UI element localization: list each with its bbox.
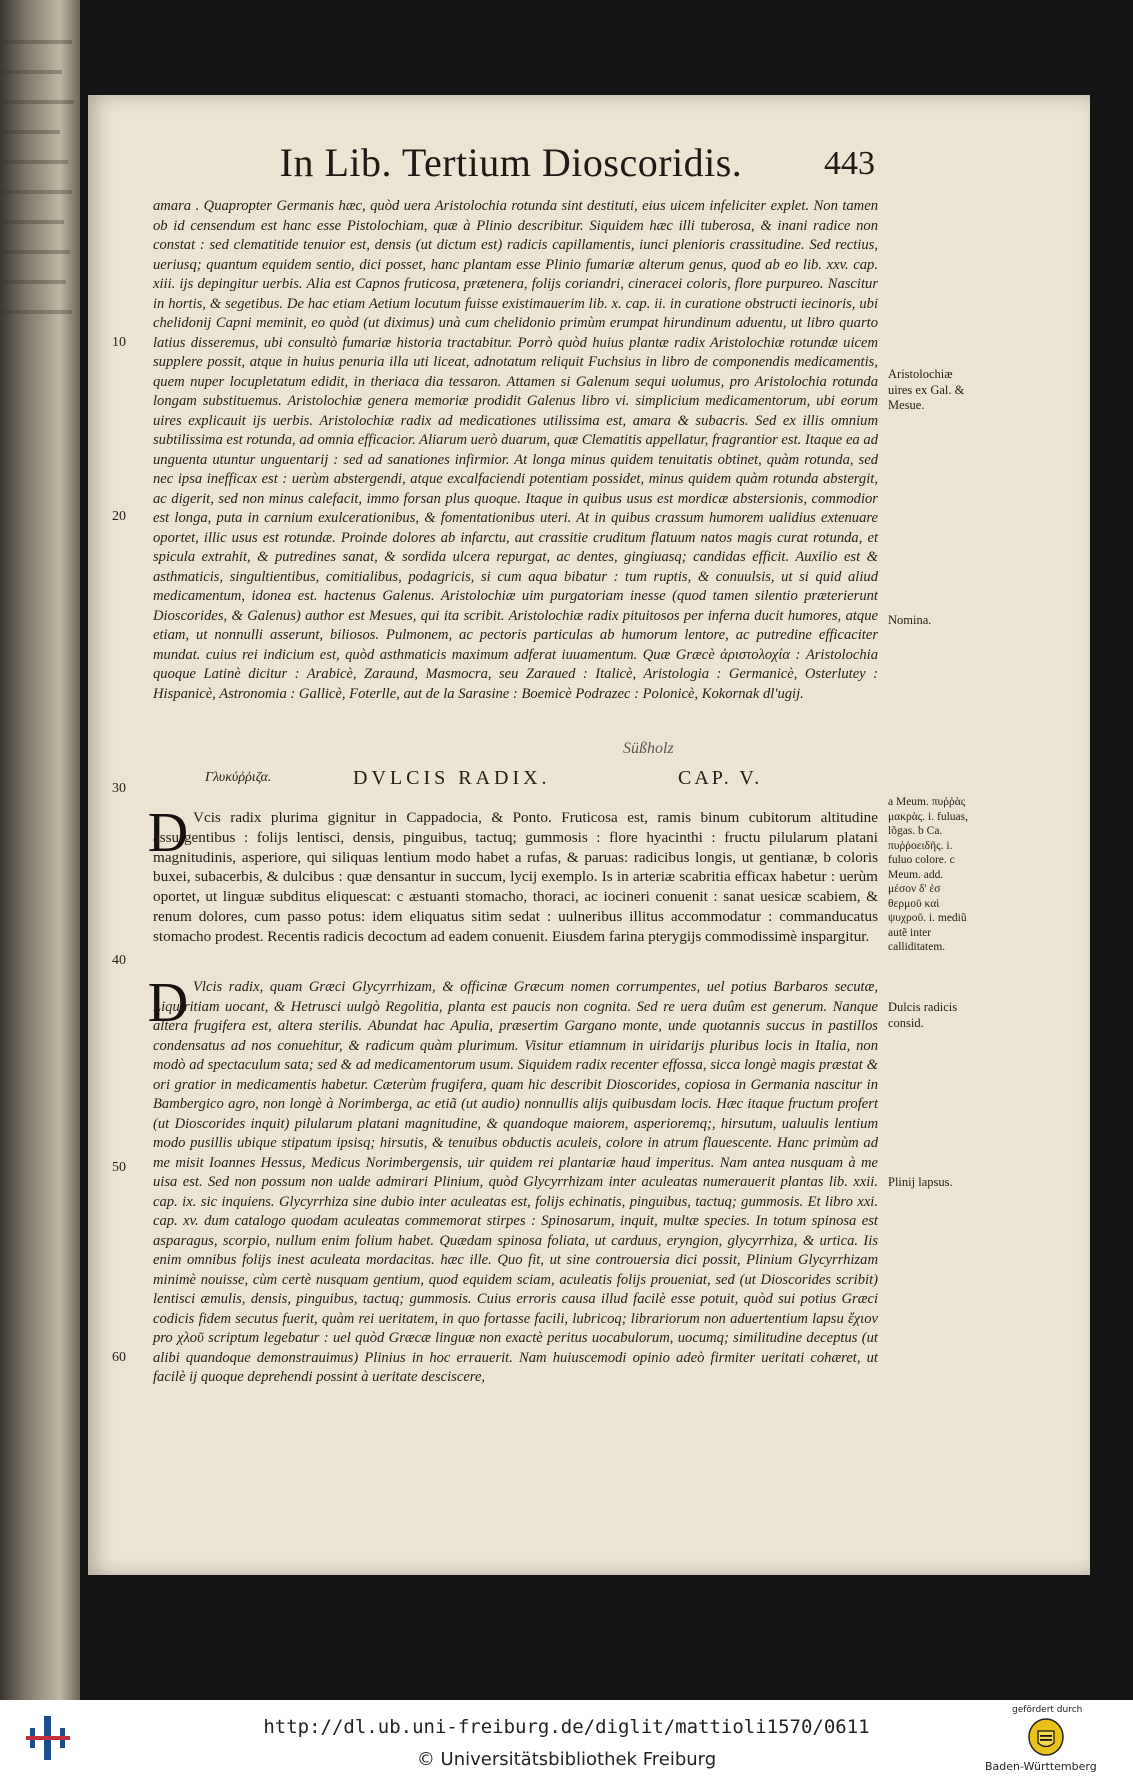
funder-name: Baden-Württemberg — [985, 1760, 1097, 1773]
line-number: 40 — [112, 953, 126, 968]
line-number: 10 — [112, 335, 126, 350]
section-title: DVLCIS RADIX. — [353, 767, 551, 789]
margin-note: Nomina. — [888, 613, 932, 627]
section-greek-name: Γλυκύῤῥιζα. — [205, 770, 272, 785]
handwritten-annotation: Süßholz — [623, 740, 674, 757]
funded-by-label: gefördert durch — [1012, 1705, 1083, 1715]
line-number: 20 — [112, 509, 126, 524]
dropcap-initial: D — [147, 972, 189, 1034]
paragraph-dioscorides-text: Vcis radix plurima gignitur in Cappadocia, & Ponto. Fruticosa est, ramis binum cubitorum altitudine assurgentibus : folijs lentisci, densis, pinguibus, tactuq; gummosis : flore hyacinthi : fructu pilularum platani magnitudinis, asperiore, qui siliquas lentium modo habet a rufas, & paruas: radicibus longis, ut gentianæ, b coloris buxei, subacerbis, & dulcibus : quæ densantur in succum, lycij exemplo. Is in arteriæ scabritia efficax habetur : uerùm oportet, ut linguæ subditus eliquescat: c æstuanti stomacho, thoraci, ac iocineri conuenit : sanat uesicæ scabiem, & renum dolores, cum passo potus: idem eliquatus sitim sedat : uulneribus illitus accommodatur : commanducatus stomacho prodest. Recentis radicis decoctum ad eadem conuenit. Eiusdem farina pterygijs commodissimè inspargitur. — [153, 809, 878, 945]
page-number: 443 — [824, 145, 875, 182]
page-header-title: In Lib. Tertium Dioscoridis. — [279, 140, 743, 185]
paragraph-aristolochia: amara . Quapropter Germanis hæc, quòd uera Aristolochia rotunda sint destituti, eius uicem infeliciter explet. Non tamen ob id censendum est hanc esse Pistolochiam, quæ à Plinio describitur. Siquidem hæc illi tuberosa, & inani radice non constat : sed clematitide tenuior est, densis (ut dictum est) radicis capillamentis, iunci plenioris crassitudine. Sed rectius, ueriusq; quantum equidem sentio, dici posset, hanc plantam esse Plinio fumariæ alterum genus, quod ab eo lib. xxv. cap. xiii. ijs depingitur uerbis. Alia est Capnos fruticosa, prætenera, folijs coriandri, cineracei coloris, flore purpureo. Nascitur in hortis, & segetibus. De hac etiam Aetium locutum fuisse existimauerim lib. x. cap. ii. in curatione obstructi iecinoris, ubi chelidonij Capni meminit, eo quòd (ut diximus) unà cum chelidonio primùm erumpat hirundinum aduentu, ut libro quarto latius disseremus, ubi consultò fumariæ historia tractabitur. Porrò quòd huius plantæ radix Aristolochiæ rotundæ uicem supplere possit, atque in huius penuria illa uti liceat, adnotatum reliquit Fuchsius in libro de componendis medicamentis, quem nuper locupletatum edidit, in theriaca dia tessaron. Attamen si Galenum sequi uolumus, pro Aristolochia rotunda longam substituemus. Aristolochiæ genera memoriæ prodidit Galenus libro vi. simplicium medicamentorum, ubi eorum uires explicauit ijs uerbis. Aristolochiæ radix ad medicationes utilissima est, amara & subacris. Sed ex illis omnium subtilissima est rotunda, ad omnia efficacior. Aliarum uerò duarum, quæ Clematitis appellatur, fragrantior est. Itaque ea ad unguenta utuntur unguentarij : sed ad sanationes infirmior. At longa minus quidem tenuitatis obtinet, quàm rotunda, sed nec ipsa inefficax est : uerùm abstergendi, atque excalfaciendi potentiam possidet, minus quidem quàm rotunda abstergit, ac digerit, sed non minus calefacit, immo forsan plus quoque. Itaque in quibus usus est mordicæ abstersionis, commodior est longa, puta in carnium exulcerationibus, & fomentationibus uteri. At in quibus crassum humorem ualidius extenuare oportet, illic usus est rotundæ. Proinde dolores ab infarctu, aut crassitie cruditum flatuum natos magis curat rotunda, et spicula extrahit, & putredines sanat, & sordida ulcera repurgat, ac dentes, gingiuasq; candidas efficit. Auxilio est & asthmaticis, singultientibus, comitialibus, podagricis, si cum aqua bibatur : tum ruptis, & conuulsis, ut si quid aliud medicamentum, idonea est. hactenus Galenus. Aristolochiæ uim purgatoriam inesse (quod tamen silentio præterierunt Dioscorides, & Galenus) author est Mesues, qui ita scribit. Aristolochiæ radix pituitosos per inferna ducit humores, atque etiam, ut nonnulli asserunt, biliosos. Pulmonem, ac pectoris particulas ab humorum lentore, ac putredine efficaciter mundat. cuius rei indicium est, quòd asthmaticis maximum adferat iuuamentum. Quæ Græcè ἀριστολοχία : Aristolochia quoque Latinè dicitur : Arabicè, Zaraund, Masmocra, seu Zaraued : Italicè, Aristologia : Germanicè, Osterlutey : Hispanicè, Astronomia : Gallicè, Foterlle, aut de la Sarasine : Boemicè Podrazec : Polonicè, Kokornak dl'ugij. — [153, 198, 878, 702]
line-number: 50 — [112, 1160, 126, 1175]
paragraph-commentary: Vlcis radix, quam Græci Glycyrrhizam, & officinæ Græcum nomen corrumpentes, uel potius Barbaros secutæ, Liquiritiam uocant, & Hetrusci uulgò Regolitia, planta est paucis non cognita. Sed re uera duûm est generum. Nanque altera frugifera est, altera sterilis. Abundat hac Apulia, præsertim Gargano monte, unde quotannis succus in pastillos condensatus ad nos conuehitur, & radicum quàm plurimum. Visitur etiamnum in uiridarijs pluribus locis in Italia, non modò ad spectaculum sata; sed & ad medicamentorum usum. Siquidem radix recenter effossa, sicca longè magis præstat & ori gratior in medicamentis habetur. Cæterùm frugifera, quam hic describit Dioscorides, copiosa in Germania nascitur in Bambergico agro, non longè à Norimberga, ac etiã (ut audio) nonnullis alijs quibusdam locis. Hæc itaque fructum profert (ut Dioscorides inquit) pilularum platani magnitudine, & quandoque maiorem, asperioremq;, hirsutum, ualuulis lentium modo pusillis ubique stipatum ipsisq; hirsutis, & tenuibus obductis aculeis, colore in atrum flauescente. Hanc primùm ad me misit Ioannes Hessus, Medicus Norimbergensis, uir quidem rei plantariæ haud imperitus. Nam antea nusquam à me uisa est. Sed non possum non ualde admirari Plinium, quòd Glycyrrhizam inter aculeatas numerauerit plantas lib. xxii. cap. ix. sic inquiens. Glycyrrhiza sine dubio inter aculeatas est, folijs echinatis, pinguibus, tactuq; gummosis. Et libro xxi. cap. xv. dum catalogo quodam aculeatas commemorat stirpes : Spinosarum, inquit, multæ species. In totum spinosa est asparagus, scorpio, nullum enim folium habet. Quædam spinosa foliata, ut carduus, eryngion, glycyrrhiza, & urtica. Iis enim omnibus folijs inest aculeata mordacitas. hæc ille. Quo fit, ut sine controuersia dici possit, Plinium Glycyrrhizam minimè nouisse, cùm certè nusquam gentium, quod equidem sciam, aculeatis folijs proueniat, sed (ut Dioscorides scribit) lentisci æmulis, densis, pinguibus, tactuq; gummosis. Cuius erroris causa illud facilè esse potuit, quòd sui potius Græci codicis fidem secutus fuerit, quàm rei ueritatem, in quo fortasse facili, lubricoq; librariorum non aduertentium lapsu ἔχιον pro χλοῦ scriptum legebatur : uel quòd Græcæ linguæ non exactè peritus uocabulorum, uocumq; similitudine deceptus (ut alibi quandoque demonstrauimus) Plinius in hoc errauerit. Nam huiuscemodi opinio adeò firmiter ueritati cohæret, ut facilè ij quoque deprehendi possint à ueritate desciscere, — [153, 979, 878, 1385]
source-url-link[interactable]: http://dl.ub.uni-freiburg.de/diglit/mattioli1570/0611 — [263, 1716, 870, 1738]
dropcap-initial: D — [147, 802, 189, 864]
margin-note: Dulcis radicis consid. — [888, 1000, 958, 1030]
book-page — [88, 95, 1090, 1575]
section-chapter: CAP. V. — [678, 767, 763, 789]
copyright-text: © Universitätsbibliothek Freiburg — [416, 1749, 717, 1770]
margin-note: Plinij lapsus. — [888, 1175, 953, 1189]
margin-note: a Meum. πυῤῥὰς μακρὰς. i. fuluas, lõgas. b Ca. πυῤῥοειδῆς. i. fuluo colore. c Meum. add. μέσον δ' ἐσ θερμοῦ καὶ ψυχροῦ. i. mediũ autẽ inter calliditatem. — [888, 796, 968, 953]
line-number: 30 — [112, 781, 126, 796]
facing-page-edge — [0, 0, 80, 1700]
margin-note: Aristolochiæ uires ex Gal. & Mesue. — [888, 367, 965, 412]
line-number: 60 — [112, 1350, 126, 1365]
coat-of-arms-icon — [1028, 1718, 1064, 1756]
